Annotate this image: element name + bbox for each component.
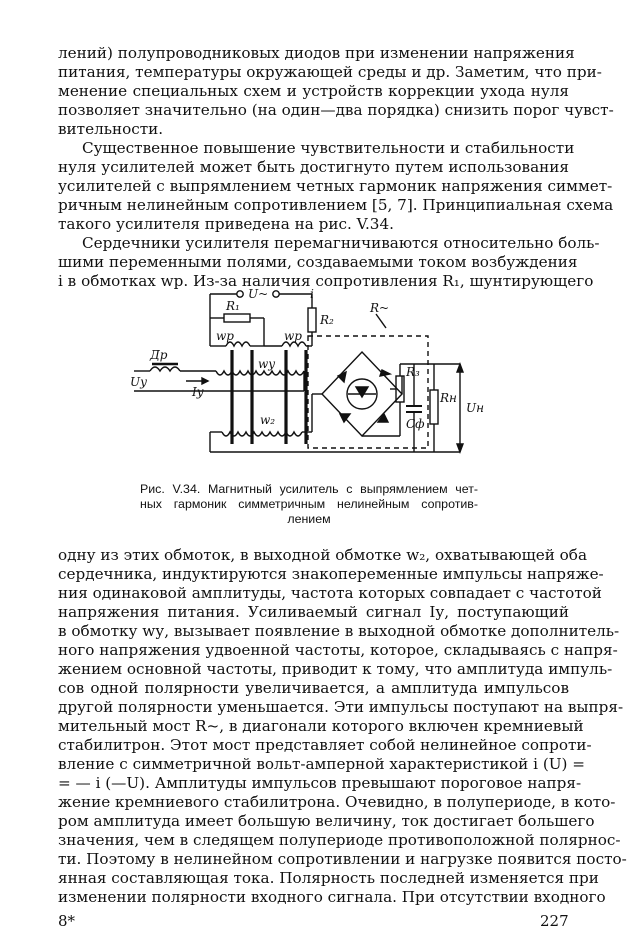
- label-wp-left: wр: [216, 329, 234, 343]
- label-cf: Cф: [406, 417, 425, 431]
- label-u-supply: U~: [248, 287, 269, 301]
- diode-icon: [380, 370, 390, 376]
- label-rn: Rн: [440, 391, 457, 405]
- text-line: ром амплитуда имеет большую величину, ток достигает большего: [58, 812, 595, 830]
- arrow-head-icon: [202, 378, 208, 384]
- text-line: усилителей с выпрямлением четных гармоник напряжения симмет-: [58, 177, 613, 195]
- text-line: вление с симметричной вольт-амперной характеристикой i (U) =: [58, 755, 586, 773]
- text-line: жение кремниевого стабилитрона. Очевидно, в полупериоде, в кото-: [58, 793, 616, 811]
- winding-w2-icon: [222, 432, 302, 436]
- figure-caption-line: Рис. V.34. Магнитный усилитель с выпрямлением чет-: [140, 482, 478, 496]
- text-line: лений) полупроводниковых диодов при изменении напряжения: [58, 44, 575, 62]
- text-line: одну из этих обмоток, в выходной обмотке w₂, охватывающей оба: [58, 546, 587, 564]
- bridge-dashed-box: [308, 336, 428, 448]
- text-line: i в обмотках wр. Из-за наличия сопротивления R₁, шунтирующего: [58, 272, 594, 290]
- zener-triangle-icon: [356, 387, 368, 397]
- text-line: янная составляющая тока. Полярность последней изменяется при: [58, 869, 599, 887]
- text-line: такого усилителя приведена на рис. V.34.: [58, 215, 394, 233]
- arrow-head-icon: [457, 364, 463, 372]
- choke-dr-icon: [150, 367, 180, 371]
- resistor-r2-icon: [308, 308, 316, 332]
- text-line: питания, температуры окружающей среды и др. Заметим, что при-: [58, 63, 602, 81]
- page-number: 227: [540, 912, 569, 930]
- text-line: ния одинаковой амплитуды, частота которых совпадает с частотой: [58, 584, 602, 602]
- text-line: жением основной частоты, приводит к тому, что амплитуда импуль-: [58, 660, 613, 678]
- label-w2: w₂: [260, 413, 276, 427]
- diode-icon: [340, 414, 350, 422]
- text-line: сов одной полярности увеличивается, а амплитуда импульсов: [58, 679, 569, 697]
- text-line: ти. Поэтому в нелинейном сопротивлении и нагрузке появится посто-: [58, 850, 627, 868]
- text-line: ричным нелинейным сопротивлением [5, 7]. Принципиальная схема: [58, 196, 614, 214]
- text-line: менение специальных схем и устройств коррекции ухода нуля: [58, 82, 569, 100]
- label-pointer: [376, 314, 386, 328]
- resistor-r1-icon: [224, 314, 250, 322]
- text-line: сердечника, индуктируются знакопеременные импульсы напряже-: [58, 565, 604, 583]
- winding-wy-icon: [216, 371, 304, 375]
- text-line: позволяет значительно (на один—два порядка) снизить порог чувст-: [58, 101, 614, 119]
- text-line: стабилитрон. Этот мост представляет собой нелинейное сопроти-: [58, 736, 592, 754]
- text-line: = — i (—U). Амплитуды импульсов превышают пороговое напря-: [58, 774, 582, 792]
- text-line: вительности.: [58, 120, 164, 138]
- label-i: i: [310, 287, 314, 301]
- text-line: шими переменными полями, создаваемыми током возбуждения: [58, 253, 578, 271]
- figure-caption-line: ных гармоник симметричным нелинейным сопротив-: [140, 497, 478, 511]
- label-r-bridge: R~: [370, 301, 390, 315]
- label-iy: Iу: [192, 385, 204, 399]
- text-line: нуля усилителей может быть достигнуто путем использования: [58, 158, 569, 176]
- resistor-rn-icon: [430, 390, 438, 424]
- figure-caption-line: лением: [287, 512, 331, 526]
- label-dr: Др: [150, 348, 168, 362]
- terminal-icon: [237, 291, 243, 297]
- label-wp-right: wр: [284, 329, 302, 343]
- label-uy: Uу: [130, 375, 148, 389]
- arrow-head-icon: [457, 444, 463, 452]
- signature-mark: 8*: [58, 912, 76, 930]
- text-line: значения, чем в следящем полупериоде противоположной полярнос-: [58, 831, 621, 849]
- text-line: ного напряжения удвоенной частоты, которое, складываясь с напря-: [58, 641, 618, 659]
- text-line: изменении полярности входного сигнала. При отсутствии входного: [58, 888, 606, 906]
- text-line: другой полярности уменьшается. Эти импульсы поступают на выпря-: [58, 698, 624, 716]
- diode-icon: [338, 372, 346, 382]
- label-un: Uн: [466, 401, 485, 415]
- text-line: Сердечники усилителя перемагничиваются относительно боль-: [82, 234, 600, 252]
- label-r1: R₁: [226, 299, 240, 313]
- text-line: Существенное повышение чувствительности и стабильности: [82, 139, 575, 157]
- label-r3: R₃: [406, 365, 420, 379]
- text-line: напряжения питания. Усиливаемый сигнал Iу, поступающий: [58, 603, 569, 621]
- label-r2: R₂: [320, 313, 334, 327]
- text-line: в обмотку wу, вызывает появление в выходной обмотке дополнитель-: [58, 622, 620, 640]
- label-wy: wу: [258, 357, 276, 371]
- circuit-diagram: [130, 284, 490, 480]
- text-line: мительный мост R~, в диагонали которого включен кремниевый: [58, 717, 584, 735]
- terminal-icon: [273, 291, 279, 297]
